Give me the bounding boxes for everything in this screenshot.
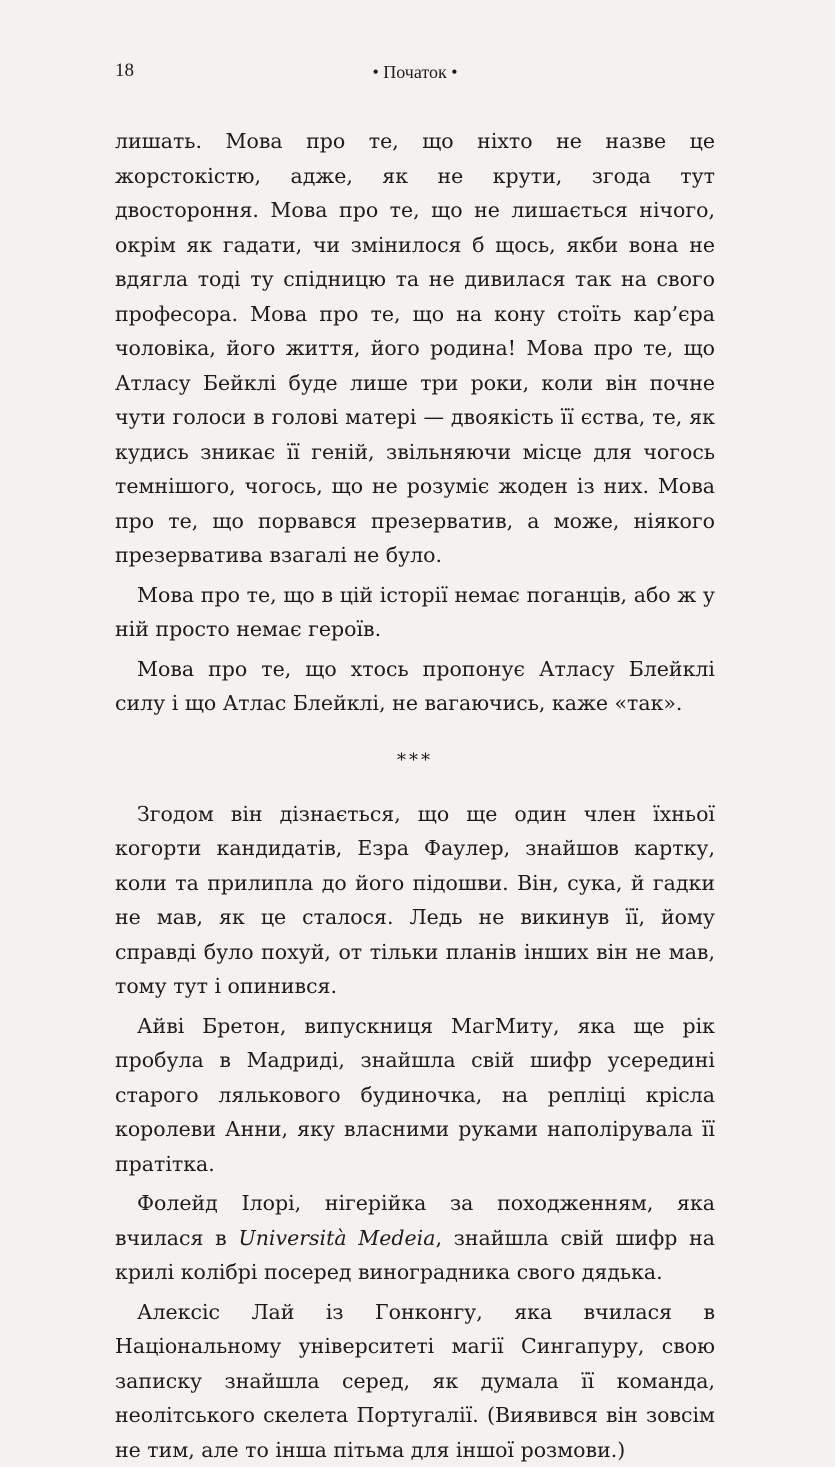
section-separator: *** [115, 751, 715, 771]
paragraph: Згодом він дізнається, що ще один член їхньої когорти кандидатів, Езра Фаулер, знайшов картку, коли та прилипла до його підошви. Він, сука, й гадки не мав, як це сталося. Ледь не викинув її, йому справді було похуй, от тільки планів інших він не мав, тому тут і опинився. [115, 797, 715, 1004]
paragraph: Мова про те, що в цій історії немає поганців, або ж у ній просто немає героїв. [115, 578, 715, 647]
page-number: 18 [115, 60, 134, 82]
paragraph: лишать. Мова про те, що ніхто не назве це жорстокістю, адже, як не крути, згода тут двостороння. Мова про те, що не лишається нічого, окрім як гадати, чи змінилося б щось, якби вона не вдягла тоді ту спідницю та не дивилася так на свого професора. Мова про те, що на кону стоїть кар’єра чоловіка, його життя, його родина! Мова про те, що Атласу Бейклі буде лише три роки, коли він почне чути голоси в голові матері — двоякість її єства, те, як кудись зникає її геній, звільняючи місце для чогось темнішого, чогось, що не розуміє жоден із них. Мова про те, що порвався презерватив, а може, ніякого презерватива взагалі не було. [115, 124, 715, 573]
paragraph: Мова про те, що хтось пропонує Атласу Блейклі силу і що Атлас Блейклі, не вагаючись, каже «так». [115, 652, 715, 721]
paragraph-text: Фолейд Ілорі, нігерійка за походженням, яка вчилася в [115, 1191, 715, 1250]
running-header [115, 60, 715, 90]
italic-university-name: Università Medeia [238, 1226, 435, 1250]
paragraph: Айві Бретон, випускниця МагМиту, яка ще рік пробула в Мадриді, знайшла свій шифр усередині старого лялькового будиночка, на репліці крісла королеви Анни, яку власними руками наполірувала її пратітка. [115, 1009, 715, 1182]
paragraph-text: , знайшла свій шифр на крилі колібрі посеред виноградника свого дядька. [115, 1226, 715, 1285]
body-text [115, 124, 715, 1467]
paragraph: Алексіс Лай із Гонконгу, яка вчилася в Національному університеті магії Сингапуру, свою записку знайшла серед, як думала її команда, неолітського скелета Португалії. (Виявився він зовсім не тим, але то інша пітьма для іншої розмови.) [115, 1295, 715, 1467]
paragraph [115, 1186, 715, 1290]
section-title: • Початок • [115, 62, 715, 83]
